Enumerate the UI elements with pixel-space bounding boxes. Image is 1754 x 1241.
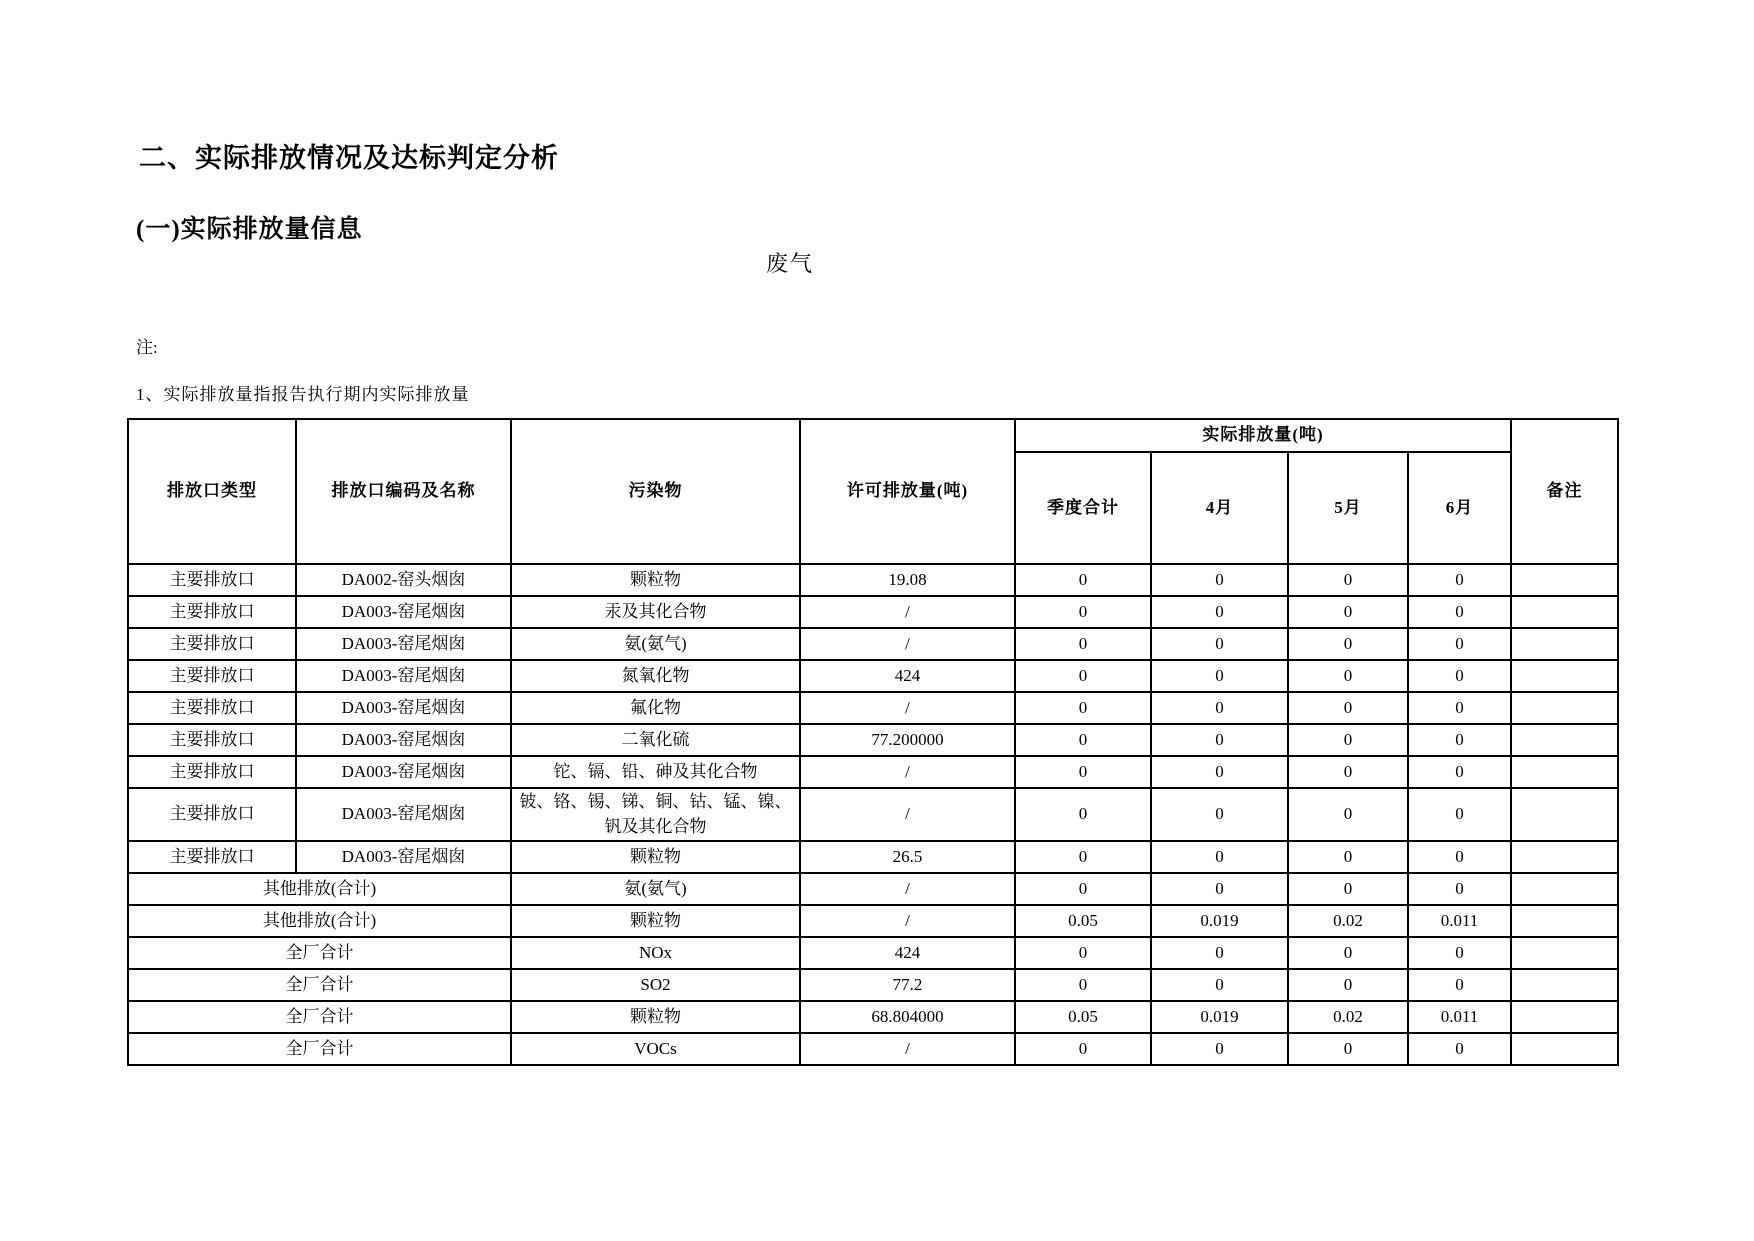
pollutant-cell: 铍、铬、锡、锑、铜、钴、锰、镍、钒及其化合物 — [511, 788, 800, 841]
outlet-code-cell: DA003-窑尾烟囱 — [296, 596, 511, 628]
june-value-cell: 0 — [1408, 969, 1511, 1001]
permitted-amount-cell: / — [800, 692, 1015, 724]
header-quarter-total: 季度合计 — [1015, 452, 1151, 564]
header-month-june: 6月 — [1408, 452, 1511, 564]
outlet-type-cell: 主要排放口 — [128, 692, 296, 724]
june-value-cell: 0 — [1408, 692, 1511, 724]
april-value-cell: 0.019 — [1151, 1001, 1288, 1033]
april-value-cell: 0 — [1151, 564, 1288, 596]
outlet-type-cell: 主要排放口 — [128, 628, 296, 660]
remark-cell — [1511, 969, 1618, 1001]
header-actual-amount-group: 实际排放量(吨) — [1015, 419, 1511, 452]
may-value-cell: 0 — [1288, 873, 1408, 905]
table-row — [128, 969, 1618, 1001]
remark-cell — [1511, 724, 1618, 756]
pollutant-cell: NOx — [511, 937, 800, 969]
remark-cell — [1511, 1033, 1618, 1065]
pollutant-cell: 氨(氨气) — [511, 628, 800, 660]
header-pollutant: 污染物 — [511, 419, 800, 564]
may-value-cell: 0 — [1288, 692, 1408, 724]
may-value-cell: 0 — [1288, 660, 1408, 692]
remark-cell — [1511, 1001, 1618, 1033]
june-value-cell: 0 — [1408, 788, 1511, 841]
quarter-total-cell: 0 — [1015, 937, 1151, 969]
permitted-amount-cell: 77.200000 — [800, 724, 1015, 756]
outlet-code-cell: DA003-窑尾烟囱 — [296, 788, 511, 841]
may-value-cell: 0.02 — [1288, 1001, 1408, 1033]
may-value-cell: 0 — [1288, 841, 1408, 873]
outlet-type-cell: 主要排放口 — [128, 788, 296, 841]
remark-cell — [1511, 873, 1618, 905]
remark-cell — [1511, 660, 1618, 692]
outlet-code-cell: DA003-窑尾烟囱 — [296, 660, 511, 692]
quarter-total-cell: 0 — [1015, 1033, 1151, 1065]
table-row — [128, 873, 1618, 905]
permitted-amount-cell: / — [800, 873, 1015, 905]
may-value-cell: 0 — [1288, 1033, 1408, 1065]
remark-cell — [1511, 788, 1618, 841]
permitted-amount-cell: 68.804000 — [800, 1001, 1015, 1033]
may-value-cell: 0 — [1288, 724, 1408, 756]
april-value-cell: 0 — [1151, 660, 1288, 692]
pollutant-cell: 颗粒物 — [511, 564, 800, 596]
pollutant-cell: 铊、镉、铅、砷及其化合物 — [511, 756, 800, 788]
outlet-code-cell: DA002-窑头烟囱 — [296, 564, 511, 596]
notes-label: 注: — [136, 338, 158, 357]
may-value-cell: 0 — [1288, 756, 1408, 788]
section-heading: 二、实际排放情况及达标判定分析 — [139, 143, 559, 173]
permitted-amount-cell: 424 — [800, 660, 1015, 692]
outlet-type-cell: 其他排放(合计) — [128, 873, 511, 905]
june-value-cell: 0 — [1408, 1033, 1511, 1065]
outlet-code-cell: DA003-窑尾烟囱 — [296, 841, 511, 873]
quarter-total-cell: 0 — [1015, 660, 1151, 692]
may-value-cell: 0.02 — [1288, 905, 1408, 937]
april-value-cell: 0 — [1151, 788, 1288, 841]
june-value-cell: 0 — [1408, 628, 1511, 660]
quarter-total-cell: 0 — [1015, 756, 1151, 788]
remark-cell — [1511, 937, 1618, 969]
header-month-may: 5月 — [1288, 452, 1408, 564]
header-month-april: 4月 — [1151, 452, 1288, 564]
may-value-cell: 0 — [1288, 628, 1408, 660]
permitted-amount-cell: 26.5 — [800, 841, 1015, 873]
header-remark: 备注 — [1511, 419, 1618, 564]
june-value-cell: 0 — [1408, 873, 1511, 905]
table-row — [128, 1033, 1618, 1065]
outlet-code-cell: DA003-窑尾烟囱 — [296, 628, 511, 660]
pollutant-cell: VOCs — [511, 1033, 800, 1065]
outlet-code-cell: DA003-窑尾烟囱 — [296, 756, 511, 788]
may-value-cell: 0 — [1288, 788, 1408, 841]
remark-cell — [1511, 628, 1618, 660]
quarter-total-cell: 0 — [1015, 969, 1151, 1001]
table-title-waste-gas: 废气 — [765, 251, 814, 276]
permitted-amount-cell: / — [800, 905, 1015, 937]
june-value-cell: 0 — [1408, 564, 1511, 596]
table-row — [128, 788, 1618, 841]
table-row — [128, 724, 1618, 756]
header-outlet-type: 排放口类型 — [128, 419, 296, 564]
outlet-type-cell: 主要排放口 — [128, 564, 296, 596]
april-value-cell: 0.019 — [1151, 905, 1288, 937]
permitted-amount-cell: / — [800, 1033, 1015, 1065]
remark-cell — [1511, 692, 1618, 724]
outlet-type-cell: 主要排放口 — [128, 596, 296, 628]
april-value-cell: 0 — [1151, 756, 1288, 788]
june-value-cell: 0 — [1408, 841, 1511, 873]
june-value-cell: 0.011 — [1408, 905, 1511, 937]
quarter-total-cell: 0 — [1015, 692, 1151, 724]
april-value-cell: 0 — [1151, 969, 1288, 1001]
outlet-type-cell: 全厂合计 — [128, 1001, 511, 1033]
quarter-total-cell: 0 — [1015, 628, 1151, 660]
may-value-cell: 0 — [1288, 596, 1408, 628]
april-value-cell: 0 — [1151, 628, 1288, 660]
outlet-type-cell: 主要排放口 — [128, 841, 296, 873]
quarter-total-cell: 0.05 — [1015, 905, 1151, 937]
table-row — [128, 1001, 1618, 1033]
june-value-cell: 0 — [1408, 756, 1511, 788]
april-value-cell: 0 — [1151, 596, 1288, 628]
note-line-1: 1、实际排放量指报告执行期内实际排放量 — [136, 385, 470, 404]
pollutant-cell: 汞及其化合物 — [511, 596, 800, 628]
permitted-amount-cell: / — [800, 756, 1015, 788]
may-value-cell: 0 — [1288, 937, 1408, 969]
quarter-total-cell: 0 — [1015, 788, 1151, 841]
pollutant-cell: 颗粒物 — [511, 1001, 800, 1033]
outlet-type-cell: 全厂合计 — [128, 969, 511, 1001]
remark-cell — [1511, 841, 1618, 873]
june-value-cell: 0.011 — [1408, 1001, 1511, 1033]
pollutant-cell: 颗粒物 — [511, 841, 800, 873]
quarter-total-cell: 0 — [1015, 724, 1151, 756]
outlet-type-cell: 其他排放(合计) — [128, 905, 511, 937]
june-value-cell: 0 — [1408, 937, 1511, 969]
table-row — [128, 596, 1618, 628]
outlet-type-cell: 全厂合计 — [128, 1033, 511, 1065]
table-row — [128, 937, 1618, 969]
april-value-cell: 0 — [1151, 937, 1288, 969]
table-row — [128, 756, 1618, 788]
remark-cell — [1511, 596, 1618, 628]
june-value-cell: 0 — [1408, 596, 1511, 628]
table-row — [128, 841, 1618, 873]
pollutant-cell: 二氧化硫 — [511, 724, 800, 756]
subsection-heading: (一)实际排放量信息 — [136, 216, 363, 243]
table-row — [128, 905, 1618, 937]
pollutant-cell: 氟化物 — [511, 692, 800, 724]
pollutant-cell: SO2 — [511, 969, 800, 1001]
june-value-cell: 0 — [1408, 724, 1511, 756]
permitted-amount-cell: 19.08 — [800, 564, 1015, 596]
permitted-amount-cell: 424 — [800, 937, 1015, 969]
quarter-total-cell: 0.05 — [1015, 1001, 1151, 1033]
quarter-total-cell: 0 — [1015, 841, 1151, 873]
quarter-total-cell: 0 — [1015, 873, 1151, 905]
emission-table-container — [127, 418, 1619, 1066]
table-row — [128, 660, 1618, 692]
permitted-amount-cell: / — [800, 596, 1015, 628]
table-row — [128, 692, 1618, 724]
pollutant-cell: 颗粒物 — [511, 905, 800, 937]
outlet-type-cell: 主要排放口 — [128, 756, 296, 788]
permitted-amount-cell: / — [800, 628, 1015, 660]
remark-cell — [1511, 905, 1618, 937]
outlet-type-cell: 主要排放口 — [128, 724, 296, 756]
table-row — [128, 564, 1618, 596]
april-value-cell: 0 — [1151, 873, 1288, 905]
quarter-total-cell: 0 — [1015, 564, 1151, 596]
pollutant-cell: 氨(氨气) — [511, 873, 800, 905]
header-permitted-amount: 许可排放量(吨) — [800, 419, 1015, 564]
may-value-cell: 0 — [1288, 564, 1408, 596]
permitted-amount-cell: / — [800, 788, 1015, 841]
outlet-code-cell: DA003-窑尾烟囱 — [296, 692, 511, 724]
april-value-cell: 0 — [1151, 841, 1288, 873]
quarter-total-cell: 0 — [1015, 596, 1151, 628]
outlet-type-cell: 主要排放口 — [128, 660, 296, 692]
april-value-cell: 0 — [1151, 1033, 1288, 1065]
outlet-type-cell: 全厂合计 — [128, 937, 511, 969]
table-header-row-top — [128, 419, 1618, 452]
june-value-cell: 0 — [1408, 660, 1511, 692]
may-value-cell: 0 — [1288, 969, 1408, 1001]
april-value-cell: 0 — [1151, 692, 1288, 724]
remark-cell — [1511, 564, 1618, 596]
april-value-cell: 0 — [1151, 724, 1288, 756]
header-outlet-code-name: 排放口编码及名称 — [296, 419, 511, 564]
table-row — [128, 628, 1618, 660]
pollutant-cell: 氮氧化物 — [511, 660, 800, 692]
remark-cell — [1511, 756, 1618, 788]
permitted-amount-cell: 77.2 — [800, 969, 1015, 1001]
actual-emission-table — [127, 418, 1619, 1066]
emission-table-body — [128, 564, 1618, 1065]
outlet-code-cell: DA003-窑尾烟囱 — [296, 724, 511, 756]
